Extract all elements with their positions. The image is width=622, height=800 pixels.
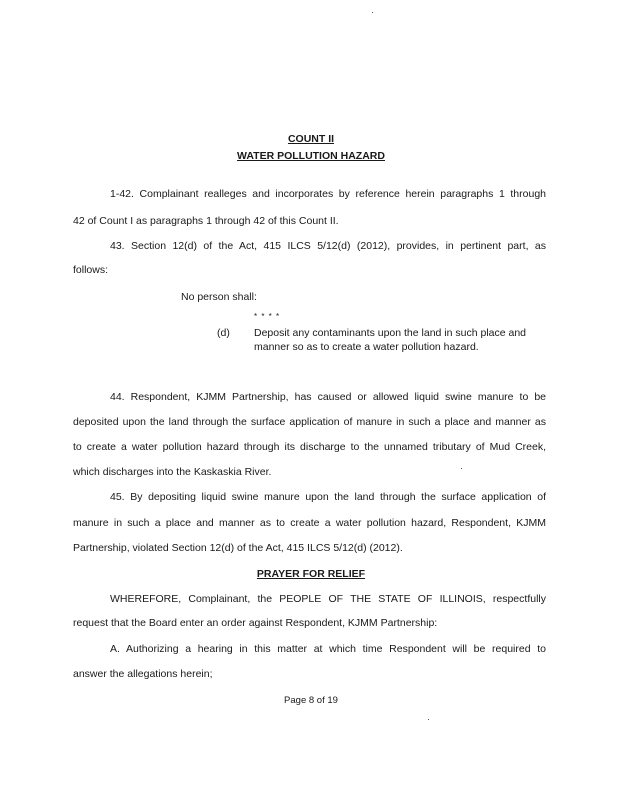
item-a-line1: A. Authorizing a hearing in this matter at which time Respondent will be required to — [110, 643, 546, 655]
para-43-line2: follows: — [73, 264, 109, 276]
quote-ellipsis: * * * * — [254, 312, 281, 321]
para-1-42-line2: 42 of Count I as paragraphs 1 through 42 of this Count II. — [73, 215, 339, 227]
para-45-line2: manure in such a place and manner as to create a water pollution hazard, Respondent, KJMM — [73, 517, 546, 529]
para-44-line4: which discharges into the Kaskaskia River. — [73, 466, 272, 478]
page-number: Page 8 of 19 — [284, 695, 338, 706]
para-43-line1: 43. Section 12(d) of the Act, 415 ILCS 5/12(d) (2012), provides, in pertinent part, as — [110, 240, 546, 252]
prayer-line2: request that the Board enter an order against Respondent, KJMM Partnership: — [73, 617, 438, 629]
para-1-42-line1: 1-42. Complainant realleges and incorporates by reference herein paragraphs 1 through — [110, 188, 546, 200]
scan-speck — [372, 12, 373, 13]
quote-item-line2: manner so as to create a water pollution hazard. — [254, 341, 479, 353]
quote-intro: No person shall: — [181, 291, 257, 303]
item-a-line2: answer the allegations herein; — [73, 668, 213, 680]
prayer-heading: PRAYER FOR RELIEF — [256, 568, 366, 580]
scan-speck — [428, 719, 429, 720]
prayer-line1: WHEREFORE, Complainant, the PEOPLE OF THE STATE OF ILLINOIS, respectfully — [110, 593, 546, 605]
count-heading: COUNT II — [287, 133, 335, 145]
para-44-line2: deposited upon the land through the surface application of manure in such a place and manner as — [73, 416, 546, 428]
para-44-line3: to create a water pollution hazard through its discharge to the unnamed tributary of Mud Creek, — [73, 441, 546, 453]
para-45-line3: Partnership, violated Section 12(d) of the Act, 415 ILCS 5/12(d) (2012). — [73, 542, 403, 554]
scan-speck — [461, 468, 462, 469]
count-title: WATER POLLUTION HAZARD — [237, 150, 385, 162]
quote-item-label: (d) — [217, 327, 230, 339]
quote-item-line1: Deposit any contaminants upon the land in such place and — [254, 327, 527, 339]
para-44-line1: 44. Respondent, KJMM Partnership, has caused or allowed liquid swine manure to be — [110, 391, 546, 403]
para-45-line1: 45. By depositing liquid swine manure upon the land through the surface application of — [110, 491, 546, 503]
